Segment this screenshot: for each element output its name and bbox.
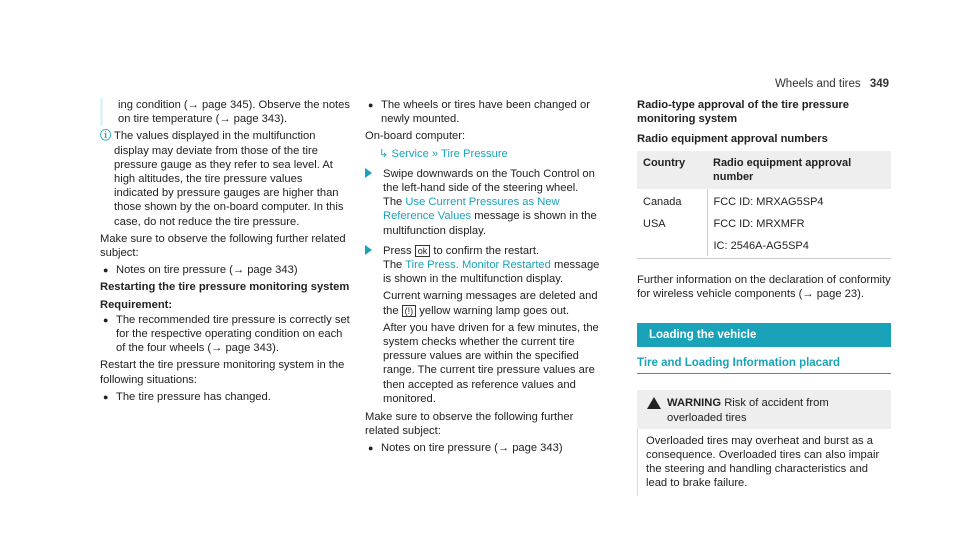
bullet-item (365, 441, 608, 455)
bullet-dot-icon: ● (368, 443, 374, 454)
bullet-dot-icon: ● (103, 391, 109, 402)
menu-chevron-icon: » (431, 147, 439, 160)
step-2-para-2 (383, 289, 608, 317)
warning-lamp-icon: (!) (402, 305, 417, 317)
step-1-msg-post: message is shown in the multifunction display. (383, 210, 597, 237)
page-number: 349 (869, 78, 889, 90)
page-header (775, 78, 889, 90)
step-2-para-3: After you have driven for a few minutes, the system checks whether the current tire pressure values are within the specified range. The current tire pressure values are then accepted as reference values and monitored. (383, 321, 599, 405)
table-header-country: Country (637, 151, 707, 189)
warning-title: Risk of accident from overloaded tires (667, 397, 829, 424)
step-1-text: Swipe downwards on the Touch Control on the left-hand side of the steering wheel. (383, 167, 595, 195)
warning-label: WARNING (667, 397, 722, 410)
bullet-item (100, 390, 350, 404)
column-2 (365, 98, 608, 459)
info-icon: ⓘ (100, 130, 112, 143)
step-1-msg-pre: The (383, 196, 403, 209)
bullet-text: The tire pressure has changed. (116, 390, 271, 403)
further-info-text: Further information on the declaration of conformity for wireless vehicle components (→ page 23). (637, 273, 891, 300)
observe-text: Make sure to observe the following further related subject: (100, 232, 346, 260)
step-2-msg-post: message is shown in the multifunction display. (383, 259, 600, 286)
note-text: The values displayed in the multifunction display may deviate from those of the tire pressure gauge as they refer to sea level. At high altitudes, the tire pressure values indicated by pressure gauges are higher than those shown by the on-board computer. In this case, do not reduce the tire pressure. (114, 130, 344, 228)
display-message: Use Current Pressures as New Reference Values (383, 196, 560, 223)
display-message: Tire Press. Monitor Restarted (405, 259, 551, 272)
menu-path (365, 147, 608, 161)
ok-key-icon: ok (415, 245, 431, 257)
menu-return-icon: ↳ (379, 147, 389, 160)
bullet-text: The wheels or tires have been changed or newly mounted. (381, 99, 590, 126)
step-2-message (383, 258, 608, 286)
column-3 (637, 98, 891, 496)
note-block (100, 129, 350, 228)
step-2-p2-post: yellow warning lamp goes out. (419, 304, 570, 317)
section-heading: Radio-type approval of the tire pressure monitoring system (637, 99, 849, 126)
table-bottom-rule (637, 256, 891, 259)
step-2-post: to confirm the restart. (433, 244, 540, 257)
section-heading: Restarting the tire pressure monitoring system (100, 281, 350, 294)
observe-text: Make sure to observe the following further related subject: (365, 411, 574, 438)
table-cell-numbers (707, 189, 891, 256)
bullet-item (100, 263, 350, 277)
continued-text: ing condition (→ page 345). Observe the notes on tire temperature (→ page 343). (100, 98, 350, 126)
column-1 (100, 98, 350, 407)
step-2-text (383, 244, 608, 258)
page-header-title: Wheels and tires (774, 78, 861, 90)
section-subtitle: Tire and Loading Information placard (637, 356, 891, 374)
bullet-dot-icon: ● (103, 265, 109, 276)
step-2 (365, 244, 608, 406)
bullet-item (100, 313, 350, 356)
menu-service: Service (391, 147, 429, 160)
section-title-bar: Loading the vehicle (637, 323, 891, 347)
table-row (637, 189, 891, 256)
fcc-id-1: FCC ID: MRXAG5SP4 (713, 196, 824, 209)
requirement-text: The recommended tire pressure is correctly set for the respective operating condition on each of the four wheels (→ page 343). (116, 313, 350, 355)
step-2-pre: Press (383, 244, 412, 257)
step-2-msg-pre: The (383, 259, 403, 272)
step-arrow-icon (365, 168, 372, 178)
menu-tire-pressure: Tire Pressure (441, 147, 508, 160)
requirement-label: Requirement: (100, 298, 173, 311)
country-canada: Canada (643, 196, 682, 209)
onboard-label: On-board computer: (365, 130, 466, 143)
table-header-row (637, 151, 891, 189)
radio-approval-table (637, 151, 891, 259)
fcc-id-2: FCC ID: MRXMFR (713, 218, 805, 231)
ic-id: IC: 2546A-AG5SP4 (713, 240, 809, 253)
bullet-item (365, 98, 608, 126)
bullet-link-text[interactable]: Notes on tire pressure (→ page 343) (116, 264, 298, 277)
sub-heading: Radio equipment approval numbers (637, 133, 828, 146)
country-usa: USA (643, 218, 666, 231)
bullet-link-text[interactable]: Notes on tire pressure (→ page 343) (381, 442, 563, 455)
warning-body: Overloaded tires may overheat and burst as a consequence. Overloaded tires can also impair the steering and handling characteristics and lead to brake failure. (637, 429, 891, 496)
step-arrow-icon (365, 245, 372, 255)
warning-header (637, 390, 891, 428)
table-header-number: Radio equipment approval number (707, 151, 891, 189)
bullet-dot-icon: ● (103, 314, 109, 325)
warning-triangle-icon (647, 397, 661, 409)
step-2-p2-pre: Current warning messages are deleted and the (383, 290, 598, 317)
table-cell-country (637, 189, 707, 256)
step-1-message (383, 195, 608, 238)
restart-text: Restart the tire pressure monitoring system in the following situations: (100, 359, 345, 386)
step-1 (365, 167, 608, 238)
bullet-dot-icon: ● (368, 100, 374, 110)
